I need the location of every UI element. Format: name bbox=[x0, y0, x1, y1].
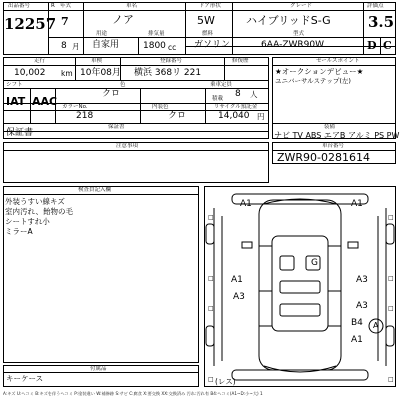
accessories: キーケース bbox=[6, 374, 44, 383]
damage-mark: B4 bbox=[351, 318, 363, 328]
damage-mark: G bbox=[311, 258, 318, 268]
history-label: 修復歴 bbox=[232, 58, 249, 64]
sales-point-line-2: ユニバーサルステップ(左) bbox=[275, 77, 351, 85]
svg-text:□: □ bbox=[388, 376, 394, 383]
damage-mark: A bbox=[373, 321, 379, 330]
accessories-label: 付属品 bbox=[90, 366, 107, 372]
year-label: 年式 bbox=[60, 3, 72, 9]
legend: A:キズ U:ヘコミ B:キズを伴うヘコミ P:塗装違い W:補修跡 S:サビ C:腐食 X:要交換 XX:交換済み 汚れ:汚れ有 B4:ヘコミ(A1~D:小~大) 1 bbox=[3, 391, 263, 396]
plate-number: 横浜 368リ 221 bbox=[134, 68, 202, 78]
sales-point-label: セールスポイント bbox=[316, 58, 360, 64]
documents: 保証書 bbox=[6, 128, 34, 138]
chassis-label: 車台番号 bbox=[322, 143, 345, 149]
seats: 8 bbox=[235, 89, 241, 99]
inspector-note: シートすれ小 bbox=[5, 217, 50, 226]
shift: IAT bbox=[6, 95, 26, 108]
lot-label: 出品番号 bbox=[8, 3, 31, 9]
seats-label: 乗車定員 bbox=[210, 82, 233, 88]
equipment-item: PS bbox=[374, 131, 385, 140]
damage-mark: A3 bbox=[356, 301, 368, 311]
svg-text:□: □ bbox=[208, 376, 214, 383]
svg-text:□: □ bbox=[388, 305, 394, 312]
displacement: 1800 bbox=[143, 41, 166, 51]
interior-color: クロ bbox=[168, 111, 187, 121]
color: クロ bbox=[102, 89, 121, 99]
inspection-expiry: 10年08月 bbox=[80, 68, 121, 78]
car-name: ノア bbox=[112, 13, 134, 26]
inspector-note: 室内汚れ、飴物の毛 bbox=[5, 207, 73, 216]
grade-label: グレード bbox=[290, 3, 313, 9]
exterior-score: C bbox=[383, 39, 392, 52]
car-outline bbox=[204, 186, 396, 387]
load-label: 積載 bbox=[212, 96, 224, 102]
doors-label: ドア形状 bbox=[199, 3, 221, 9]
inspection-label: 車検 bbox=[91, 58, 103, 64]
model-year: 7 bbox=[61, 15, 69, 28]
overall-score: 3.5 bbox=[368, 13, 395, 31]
equipment-item: アルミ bbox=[347, 131, 372, 140]
svg-text:□: □ bbox=[388, 275, 394, 282]
svg-text:□: □ bbox=[388, 214, 394, 221]
equipment-item: ABS bbox=[305, 131, 322, 140]
interior-score: D bbox=[367, 39, 377, 52]
seats-unit: 人 bbox=[250, 90, 258, 99]
damage-mark: A1 bbox=[351, 199, 363, 209]
color-label: 色 bbox=[120, 82, 126, 88]
equipment-label: 装備 bbox=[324, 124, 336, 130]
mileage: 10,002 bbox=[14, 68, 46, 78]
displacement-unit: cc bbox=[168, 43, 177, 52]
model-code-label: 型式 bbox=[293, 31, 305, 37]
damage-mark: A3 bbox=[233, 292, 245, 302]
car-name-label: 車名 bbox=[126, 3, 138, 9]
displacement-label: 排気量 bbox=[148, 31, 165, 37]
recycle-unit: 円 bbox=[257, 112, 265, 121]
diagram-unit: (レス) bbox=[215, 377, 236, 386]
chassis-number: ZWR90-0281614 bbox=[277, 151, 371, 164]
damage-mark: A3 bbox=[356, 275, 368, 285]
damage-mark: A1 bbox=[231, 275, 243, 285]
lot-number: 12257 bbox=[4, 15, 57, 33]
interior-color-label: 内装色 bbox=[152, 104, 169, 110]
color-no-label: カラーNo. bbox=[62, 104, 88, 110]
mileage-unit: km bbox=[61, 69, 73, 78]
fuel-label: 燃料 bbox=[202, 31, 214, 37]
svg-text:□: □ bbox=[208, 214, 214, 221]
notes-label: 注意事項 bbox=[116, 143, 139, 149]
equipment-item: エアB bbox=[323, 131, 346, 140]
usage-label: 用途 bbox=[96, 31, 108, 37]
inspector-note: 外装うすい線キズ bbox=[5, 197, 65, 206]
equipment-list bbox=[274, 130, 399, 141]
fuel: ガソリン bbox=[194, 40, 231, 50]
inspector-note: ミラーA bbox=[5, 227, 33, 236]
documents-header: 保証書 bbox=[108, 124, 125, 130]
recycle-label: リサイクル預託金 bbox=[214, 104, 258, 110]
year-era: R bbox=[51, 3, 55, 9]
equipment-item: PW bbox=[386, 131, 400, 140]
score-label: 評価点 bbox=[367, 3, 384, 9]
plate-label: 登録番号 bbox=[160, 58, 183, 64]
usage: 自家用 bbox=[92, 40, 120, 50]
shift-label: シフト bbox=[6, 82, 23, 88]
damage-mark: A1 bbox=[351, 335, 363, 345]
door-type: 5W bbox=[197, 14, 215, 27]
mileage-label: 走行 bbox=[34, 58, 46, 64]
inspector-label: 検査員記入欄 bbox=[78, 187, 112, 193]
grade: ハイブリッドS-G bbox=[246, 14, 331, 27]
equipment-item: TV bbox=[292, 131, 303, 140]
recycle-fee: 14,040 bbox=[218, 111, 250, 121]
sales-point-line-1: ★オークションデビュー★ bbox=[275, 67, 364, 76]
registration-month: 8 bbox=[61, 41, 67, 51]
svg-text:□: □ bbox=[208, 275, 214, 282]
damage-mark: A1 bbox=[240, 199, 252, 209]
month-unit: 月 bbox=[72, 42, 80, 51]
air-conditioner: AAC bbox=[32, 95, 58, 108]
model-code: 6AA-ZWR90W bbox=[261, 40, 325, 50]
equipment-item: ナビ bbox=[274, 131, 290, 140]
color-number: 218 bbox=[76, 111, 94, 121]
svg-text:□: □ bbox=[208, 305, 214, 312]
